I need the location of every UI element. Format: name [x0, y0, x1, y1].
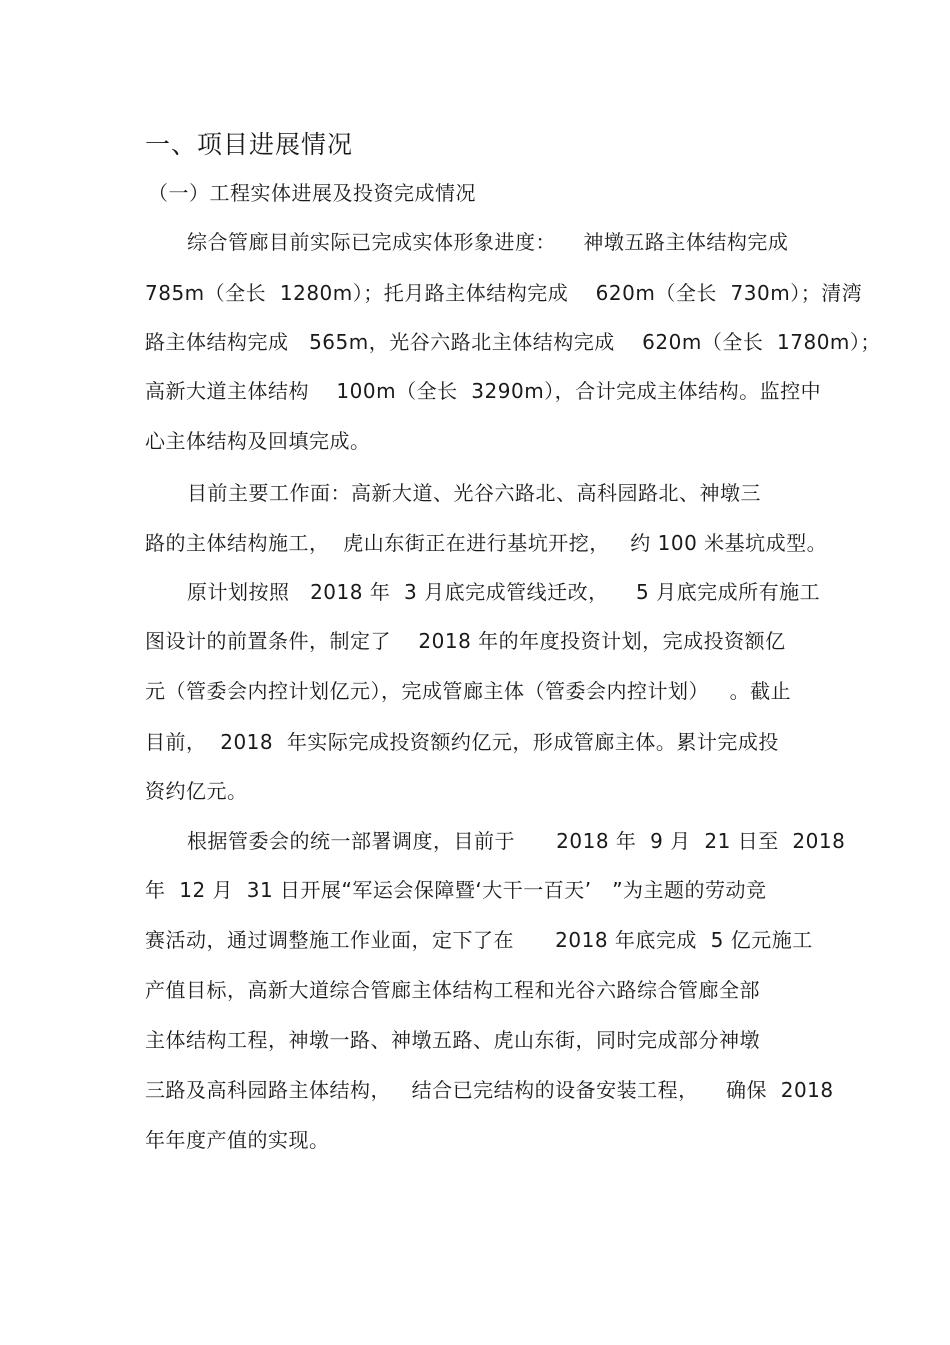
paragraph-3-line-1: 原计划按照 2018 年 3 月底完成管线迁改， 5 月底完成所有施工	[187, 580, 821, 604]
paragraph-3-line-2: 图设计的前置条件，制定了 2018 年的年度投资计划，完成投资额亿	[145, 629, 786, 653]
paragraph-3-line-4: 目前， 2018 年实际完成投资额约亿元，形成管廊主体。累计完成投	[145, 730, 779, 754]
paragraph-4-line-6: 三路及高科园路主体结构， 结合已完结构的设备安装工程， 确保 2018	[145, 1078, 834, 1102]
paragraph-4-line-1: 根据管委会的统一部署调度，目前于 2018 年 9 月 21 日至 2018	[187, 829, 846, 853]
paragraph-3-line-5: 资约亿元。	[145, 779, 248, 803]
paragraph-3-line-3: 元（管委会内控计划亿元），完成管廊主体（管委会内控计划） 。截止	[145, 679, 792, 703]
section-heading: 一、项目进展情况	[145, 130, 354, 159]
paragraph-1-line-3: 路主体结构完成 565m，光谷六路北主体结构完成 620m（全长 1780m）；	[145, 330, 881, 354]
paragraph-1-line-5: 心主体结构及回填完成。	[145, 429, 371, 453]
paragraph-4-line-2: 年 12 月 31 日开展“军运会保障暨‘大干一百天’ ”为主题的劳动竞	[145, 878, 767, 902]
paragraph-4-line-4: 产值目标，高新大道综合管廊主体结构工程和光谷六路综合管廊全部	[145, 978, 760, 1002]
subsection-heading: （一）工程实体进展及投资完成情况	[148, 181, 476, 205]
paragraph-4-line-5: 主体结构工程，神墩一路、神墩五路、虎山东街，同时完成部分神墩	[145, 1028, 760, 1052]
paragraph-1-line-1: 综合管廊目前实际已完成实体形象进度： 神墩五路主体结构完成	[187, 230, 789, 254]
paragraph-4-line-3: 赛活动，通过调整施工作业面，定下了在 2018 年底完成 5 亿元施工	[145, 928, 813, 952]
paragraph-4-line-7: 年年度产值的实现。	[145, 1128, 330, 1152]
paragraph-1-line-2: 785m（全长 1280m）；托月路主体结构完成 620m（全长 730m）；清湾	[145, 281, 863, 305]
paragraph-2-line-2: 路的主体结构施工， 虎山东街正在进行基坑开挖， 约 100 米基坑成型。	[145, 531, 828, 555]
paragraph-2-line-1: 目前主要工作面：高新大道、光谷六路北、高科园路北、神墩三	[187, 481, 761, 505]
paragraph-1-line-4: 高新大道主体结构 100m（全长 3290m），合计完成主体结构。监控中	[145, 379, 822, 403]
